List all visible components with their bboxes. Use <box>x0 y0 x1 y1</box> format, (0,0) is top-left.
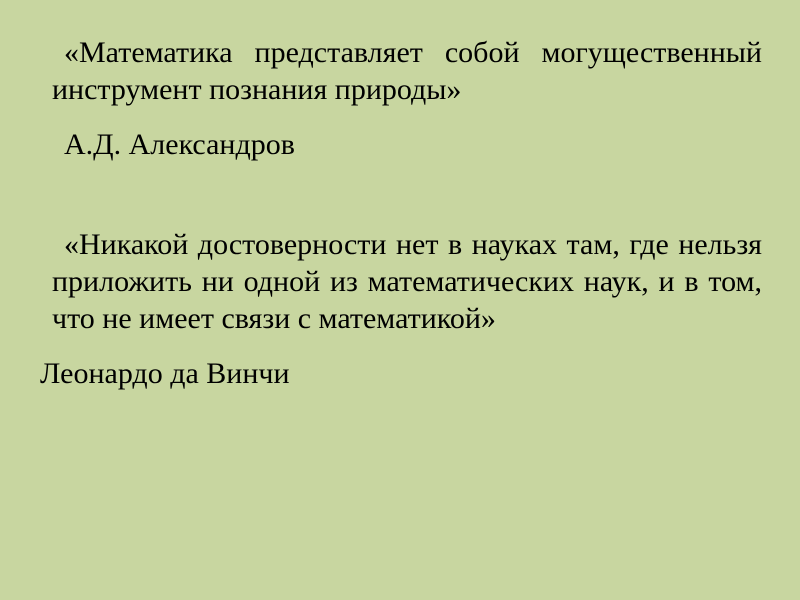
quote-author-1: А.Д. Александров <box>64 128 295 162</box>
quote-block-1 <box>40 34 762 164</box>
quote-text-1: «Математика представляет собой могущественный инструмент познания природы» <box>52 36 762 107</box>
quote-text-2: «Никакой достоверности нет в науках там, где нельзя приложить ни одной из математических наук, и в том, что не имеет связи с математикой» <box>52 227 762 335</box>
spacer-3 <box>40 337 762 355</box>
quote-author-2: Леонардо да Винчи <box>40 357 290 391</box>
quote-block-2 <box>40 226 762 393</box>
spacer-2 <box>40 164 762 226</box>
slide-content <box>40 34 762 392</box>
spacer-1 <box>40 108 762 126</box>
